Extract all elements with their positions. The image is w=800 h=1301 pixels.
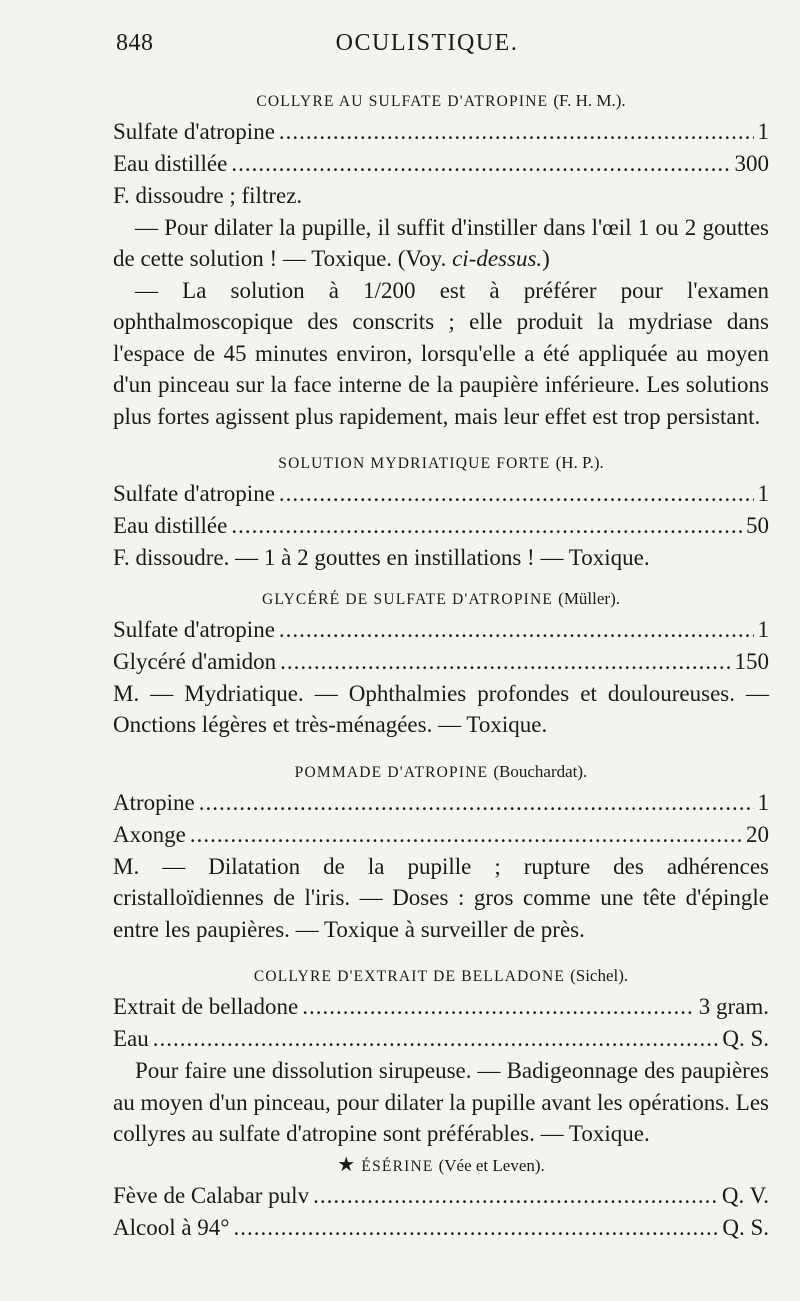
heading-source: (H. P.). (555, 453, 604, 472)
ingredient-name: Atropine (113, 789, 195, 815)
ingredient-qty: 3 gram. (698, 994, 769, 1019)
ingredient-line (113, 819, 769, 851)
paragraph-italic: ci-dessus. (452, 246, 543, 271)
section-heading (113, 757, 769, 787)
heading-source: (Bouchardat). (493, 761, 588, 781)
ingredient-qty: 300 (734, 151, 769, 176)
ingredient-line (113, 478, 769, 510)
ingredient-qty: 1 (757, 119, 769, 144)
dot-leader (190, 819, 742, 851)
heading-text: COLLYRE AU SULFATE D'ATROPINE (256, 93, 549, 110)
ingredient-line (113, 991, 769, 1023)
ingredient-name: Fève de Calabar pulv (113, 1182, 310, 1208)
paragraph: — La solution à 1/200 est à préférer pour l'examen ophthalmoscopique des conscrits ; elle produit la mydriase dans l'espace de 45 minutes environ, lorsqu'elle a été appliquée au moyen d'un pinceau sur la face interne de la paupière inférieure. Les solutions plus fortes agissent plus rapidement, mais leur effet est trop persistant. (113, 277, 769, 429)
paragraph (113, 212, 769, 275)
heading-text: GLYCÉRÉ DE SULFATE D'ATROPINE (262, 590, 554, 608)
ingredient-qty: 1 (757, 481, 769, 506)
ingredient-name: Glycéré d'amidon (113, 648, 277, 674)
ingredient-qty: 20 (746, 821, 769, 847)
dot-leader (280, 646, 730, 678)
ingredient-name: Eau distillée (113, 513, 228, 538)
star-icon: ★ (337, 1153, 357, 1176)
heading-source: (Müller). (558, 588, 620, 608)
heading-text: ÉSÉRINE (361, 1157, 434, 1175)
ingredient-line (113, 116, 769, 148)
ingredient-line (113, 646, 769, 678)
ingredient-name: Extrait de belladone (113, 994, 299, 1019)
ingredient-qty: 1 (757, 616, 769, 642)
ingredient-line (113, 1023, 769, 1055)
ingredient-qty: 150 (734, 648, 769, 674)
dot-leader (313, 1180, 718, 1212)
heading-source: (F. H. M.). (553, 91, 626, 110)
ingredient-line (113, 1212, 769, 1244)
ingredient-name: Eau (113, 1026, 149, 1051)
ingredient-line (113, 510, 769, 542)
ingredient-line (113, 148, 769, 180)
heading-source: (Sichel). (570, 966, 629, 985)
ingredient-line (113, 614, 769, 646)
dot-leader (234, 1212, 719, 1244)
paragraph: M. — Dilatation de la pupille ; rupture des adhérences cristalloïdiennes de l'iris. — Doses : gros comme une tête d'épingle entre les paupières. — Toxique à surveiller de près. (113, 853, 769, 942)
paragraph: M. — Mydriatique. — Ophthalmies profondes et douloureuses. — Onctions légères et très-ménagées. — Toxique. (113, 680, 769, 737)
paragraph: F. dissoudre. — 1 à 2 gouttes en instillations ! — Toxique. (113, 545, 650, 570)
paragraph: F. dissoudre ; filtrez. (113, 183, 303, 208)
heading-text: SOLUTION MYDRIATIQUE FORTE (278, 455, 551, 472)
ingredient-name: Alcool à 94° (113, 1214, 230, 1240)
running-title: OCULISTIQUE. (335, 30, 519, 56)
section-heading (113, 961, 769, 991)
ingredient-qty: Q. V. (721, 1182, 769, 1208)
heading-text: COLLYRE D'EXTRAIT DE BELLADONE (253, 968, 566, 985)
section-heading (113, 1150, 769, 1180)
dot-leader (302, 991, 695, 1023)
paragraph-text: — Pour dilater la pupille, il suffit d'instiller dans l'œil 1 ou 2 gouttes de cette solution ! — Toxique. (Voy. (113, 214, 769, 271)
paragraph-text-end: ) (542, 246, 550, 271)
dot-leader (279, 116, 754, 148)
dot-leader (153, 1023, 719, 1055)
ingredient-name: Axonge (113, 821, 186, 847)
dot-leader (279, 478, 754, 510)
ingredient-line (113, 1180, 769, 1212)
ingredient-name: Sulfate d'atropine (113, 481, 275, 506)
ingredient-name: Sulfate d'atropine (113, 616, 275, 642)
section-heading (113, 584, 769, 614)
ingredient-qty: Q. S. (722, 1214, 769, 1240)
dot-leader (231, 148, 730, 180)
section-heading (113, 86, 769, 116)
ingredient-qty: 50 (746, 513, 769, 538)
dot-leader (231, 510, 742, 542)
ingredient-qty: 1 (757, 789, 769, 815)
dot-leader (199, 787, 754, 819)
section-heading (113, 448, 769, 478)
page-number: 848 (116, 30, 154, 56)
ingredient-line (113, 787, 769, 819)
heading-text: POMMADE D'ATROPINE (294, 763, 489, 781)
page-body (113, 86, 769, 1244)
paragraph: Pour faire une dissolution sirupeuse. — Badigeonnage des paupières au moyen d'un pinceau, pour dilater la pupille avant les opérations. Les collyres au sulfate d'atropine sont préférables. — Toxique. (113, 1058, 769, 1146)
ingredient-qty: Q. S. (722, 1026, 769, 1051)
heading-source: (Vée et Leven). (438, 1155, 545, 1175)
ingredient-name: Eau distillée (113, 151, 228, 176)
dot-leader (279, 614, 754, 646)
ingredient-name: Sulfate d'atropine (113, 119, 275, 144)
